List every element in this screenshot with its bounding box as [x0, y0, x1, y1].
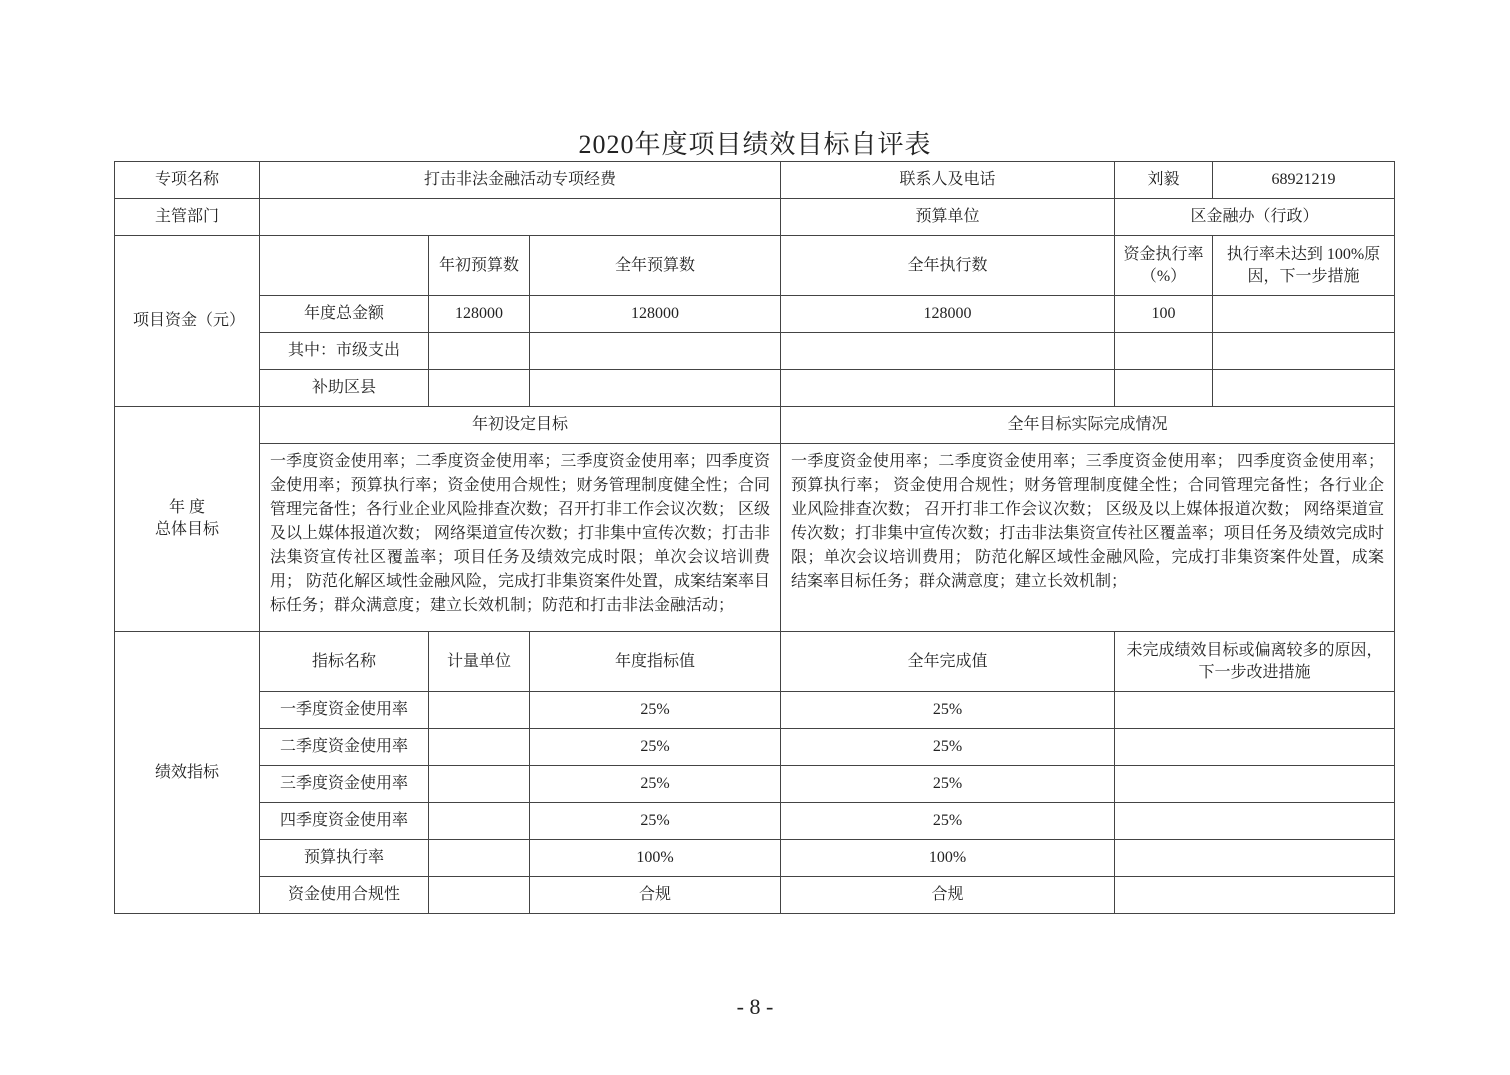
header-annual: 全年预算数 — [530, 236, 781, 296]
table-row — [115, 333, 1395, 370]
header-initial-goals: 年初设定目标 — [260, 407, 781, 444]
indicator-unit — [429, 766, 530, 803]
indicator-actual: 合规 — [781, 877, 1115, 914]
indicator-unit — [429, 729, 530, 766]
table-row — [115, 692, 1395, 729]
fund-rate: 100 — [1115, 296, 1213, 333]
table-row — [115, 877, 1395, 914]
indicator-target: 100% — [530, 840, 781, 877]
indicator-reason — [1115, 729, 1395, 766]
label-funds: 项目资金（元） — [115, 236, 260, 407]
fund-row-name: 其中：市级支出 — [260, 333, 429, 370]
table-row — [115, 803, 1395, 840]
fund-executed: 128000 — [781, 296, 1115, 333]
label-indicators: 绩效指标 — [115, 632, 260, 914]
header-rate: 资金执行率（%） — [1115, 236, 1213, 296]
table-row — [115, 632, 1395, 692]
indicator-target: 25% — [530, 766, 781, 803]
fund-rate — [1115, 333, 1213, 370]
contact-phone: 68921219 — [1213, 162, 1395, 199]
table-row — [115, 840, 1395, 877]
fund-rate — [1115, 370, 1213, 407]
table-row — [115, 729, 1395, 766]
fund-executed — [781, 370, 1115, 407]
indicator-actual: 25% — [781, 766, 1115, 803]
fund-annual — [530, 370, 781, 407]
table-row — [115, 444, 1395, 632]
header-actual-goals: 全年目标实际完成情况 — [781, 407, 1395, 444]
fund-row-name: 年度总金额 — [260, 296, 429, 333]
fund-initial — [429, 333, 530, 370]
header-target: 年度指标值 — [530, 632, 781, 692]
fund-reason — [1213, 370, 1395, 407]
initial-goals-text: 一季度资金使用率；二季度资金使用率；三季度资金使用率；四季度资金使用率；预算执行率；资金使用合规性；财务管理制度健全性；合同管理完备性；各行业企业风险排查次数；召开打非工作会议次数； 区级及以上媒体报道次数； 网络渠道宣传次数；打非集中宣传次数；打击非法集资宣传社区覆盖率；项目任务及绩效完成时限；单次会议培训费用； 防范化解区域性金融风险，完成打非集资案件处置，成案结案率目标任务；群众满意度；建立长效机制；防范和打击非法金融活动； — [260, 444, 781, 632]
table-row — [115, 199, 1395, 236]
indicator-target: 25% — [530, 729, 781, 766]
indicator-reason — [1115, 803, 1395, 840]
label-budget-unit: 预算单位 — [781, 199, 1115, 236]
empty-cell — [260, 236, 429, 296]
fund-row-name: 补助区县 — [260, 370, 429, 407]
indicator-name: 预算执行率 — [260, 840, 429, 877]
page-number: - 8 - — [736, 994, 774, 1019]
actual-goals-text: 一季度资金使用率；二季度资金使用率；三季度资金使用率； 四季度资金使用率；预算执行率； 资金使用合规性；财务管理制度健全性；合同管理完备性；各行业企业风险排查次数； 召开打非工作会议次数； 区级及以上媒体报道次数； 网络渠道宣传次数；打非集中宣传次数；打击非法集资宣传社区覆盖率；项目任务及绩效完成时限；单次会议培训费用； 防范化解区域性金融风险，完成打非集资案件处置，成案结案率目标任务；群众满意度；建立长效机制； — [781, 444, 1395, 632]
indicator-target: 25% — [530, 692, 781, 729]
indicator-name: 资金使用合规性 — [260, 877, 429, 914]
budget-unit-value: 区金融办（行政） — [1115, 199, 1395, 236]
indicator-name: 三季度资金使用率 — [260, 766, 429, 803]
page-title: 2020年度项目绩效目标自评表 — [578, 130, 932, 159]
contact-name: 刘毅 — [1115, 162, 1213, 199]
table-row — [115, 236, 1395, 296]
table-row — [115, 162, 1395, 199]
project-name: 打击非法金融活动专项经费 — [260, 162, 781, 199]
indicator-reason — [1115, 840, 1395, 877]
dept-value — [260, 199, 781, 236]
indicator-reason — [1115, 766, 1395, 803]
header-executed: 全年执行数 — [781, 236, 1115, 296]
indicator-actual: 25% — [781, 692, 1115, 729]
indicator-actual: 25% — [781, 803, 1115, 840]
header-initial: 年初预算数 — [429, 236, 530, 296]
label-goals: 年 度 总体目标 — [115, 407, 260, 632]
indicator-actual: 100% — [781, 840, 1115, 877]
label-contact: 联系人及电话 — [781, 162, 1115, 199]
fund-executed — [781, 333, 1115, 370]
indicator-reason — [1115, 877, 1395, 914]
indicator-name: 四季度资金使用率 — [260, 803, 429, 840]
performance-table — [114, 161, 1395, 914]
fund-annual: 128000 — [530, 296, 781, 333]
indicator-unit — [429, 877, 530, 914]
fund-annual — [530, 333, 781, 370]
label-project-name: 专项名称 — [115, 162, 260, 199]
fund-reason — [1213, 296, 1395, 333]
header-reason: 执行率未达到 100%原因，下一步措施 — [1213, 236, 1395, 296]
indicator-unit — [429, 840, 530, 877]
header-actual: 全年完成值 — [781, 632, 1115, 692]
fund-initial: 128000 — [429, 296, 530, 333]
indicator-unit — [429, 692, 530, 729]
header-unit: 计量单位 — [429, 632, 530, 692]
table-row — [115, 370, 1395, 407]
indicator-name: 一季度资金使用率 — [260, 692, 429, 729]
indicator-target: 25% — [530, 803, 781, 840]
fund-initial — [429, 370, 530, 407]
indicator-actual: 25% — [781, 729, 1115, 766]
indicator-unit — [429, 803, 530, 840]
table-row — [115, 296, 1395, 333]
indicator-name: 二季度资金使用率 — [260, 729, 429, 766]
header-deviation-reason: 未完成绩效目标或偏离较多的原因，下一步改进措施 — [1115, 632, 1395, 692]
indicator-reason — [1115, 692, 1395, 729]
table-row — [115, 766, 1395, 803]
label-dept: 主管部门 — [115, 199, 260, 236]
header-indicator-name: 指标名称 — [260, 632, 429, 692]
indicator-target: 合规 — [530, 877, 781, 914]
fund-reason — [1213, 333, 1395, 370]
table-row — [115, 407, 1395, 444]
